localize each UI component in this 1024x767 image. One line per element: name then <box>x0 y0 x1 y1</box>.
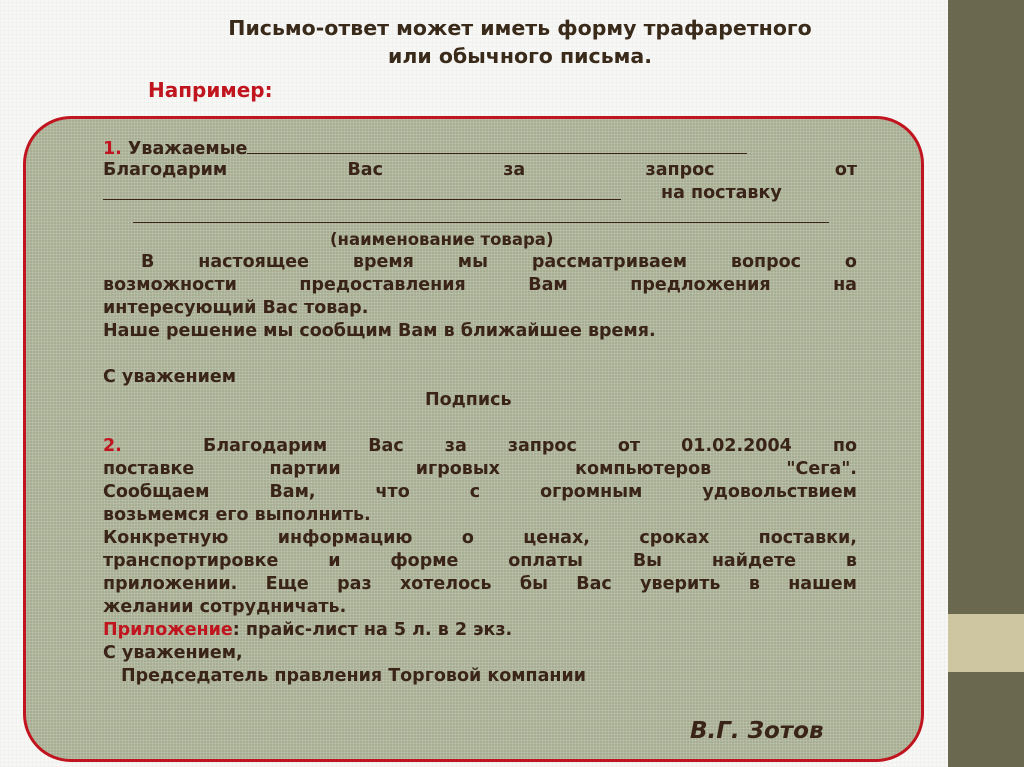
letter1-salutation: Уважаемые <box>127 139 248 159</box>
word: найдете <box>711 551 797 571</box>
letter2-appendix-label: Приложение <box>103 620 233 640</box>
word: Вы <box>632 551 662 571</box>
letter1-product-line <box>103 205 857 228</box>
word: от <box>834 160 857 180</box>
word: партии <box>269 459 341 479</box>
letter1-date-line <box>103 182 857 205</box>
letter2-signature: В.Г. Зотов <box>690 718 824 744</box>
word: запрос <box>645 160 715 180</box>
letter2-appendix-text: : прайс-лист на 5 л. в 2 экз. <box>232 620 513 640</box>
word: предоставления <box>299 275 466 295</box>
word: Благодарим <box>203 436 328 456</box>
word: что <box>375 482 410 502</box>
letter1-salutation-line <box>103 136 857 159</box>
letter-examples-content <box>103 136 857 688</box>
blank-product-line <box>133 205 829 223</box>
word: раз <box>337 574 372 594</box>
right-decor-bar-accent <box>948 614 1024 672</box>
word: В <box>141 252 155 272</box>
word: о <box>461 528 474 548</box>
word: настоящее <box>198 252 309 272</box>
word: огромным <box>540 482 643 502</box>
letter1-thanks-line <box>103 159 857 182</box>
spacer <box>103 412 857 435</box>
word: Конкретную <box>103 528 229 548</box>
word: время <box>352 252 414 272</box>
letter2-line-7 <box>103 573 857 596</box>
word: вопрос <box>730 252 802 272</box>
word: форме <box>390 551 459 571</box>
letter1-product-hint: (наименование товара) <box>330 230 554 249</box>
word: по <box>832 436 857 456</box>
letter2-appendix-line <box>103 619 857 642</box>
word: с <box>469 482 481 502</box>
word: Вас <box>576 574 612 594</box>
word: Благодарим <box>103 160 228 180</box>
word: Вас <box>368 436 404 456</box>
word: Вам <box>528 275 568 295</box>
letter1-body-line-1 <box>103 251 857 274</box>
word: поставки, <box>758 528 857 548</box>
word: в <box>845 551 857 571</box>
word: рассматриваем <box>531 252 688 272</box>
letter2-position: Председатель правления Торговой компании <box>121 666 587 686</box>
word: хотелось <box>399 574 492 594</box>
word: информацию <box>277 528 413 548</box>
letter2-line-1 <box>103 435 857 458</box>
word: возможности <box>103 275 237 295</box>
letter2-line-6 <box>103 550 857 573</box>
word: 01.02.2004 <box>681 436 792 456</box>
word: Вам, <box>269 482 316 502</box>
word: удовольствием <box>702 482 857 502</box>
blank-addressee-line <box>247 136 747 154</box>
letter1-decision: Наше решение мы сообщим Вам в ближайшее время. <box>103 321 656 341</box>
word: мы <box>457 252 488 272</box>
word: и <box>328 551 341 571</box>
word: Еще <box>265 574 309 594</box>
letter2-line-2 <box>103 458 857 481</box>
word: бы <box>519 574 548 594</box>
word: приложении. <box>103 574 238 594</box>
letter1-body-line-2 <box>103 274 857 297</box>
letter2-line-3 <box>103 481 857 504</box>
letter2-line-8: желании сотрудничать. <box>103 597 347 617</box>
slide-title-line-1: Письмо-ответ может иметь форму трафаретного <box>228 16 812 40</box>
letter2-line-1-text <box>203 435 857 458</box>
word: в <box>748 574 760 594</box>
word: Сообщаем <box>103 482 210 502</box>
word: компьютеров <box>575 459 712 479</box>
letter2-closing: С уважением, <box>103 643 243 663</box>
letter2-number: 2. <box>103 436 122 456</box>
word: игровых <box>415 459 500 479</box>
letter2-line-4: возьмемся его выполнить. <box>103 505 371 525</box>
word: нашем <box>788 574 857 594</box>
word: оплаты <box>508 551 583 571</box>
spacer <box>103 343 857 366</box>
word: за <box>444 436 467 456</box>
word: "Сега". <box>786 459 857 479</box>
letter1-body-line-3: интересующий Вас товар. <box>103 298 369 318</box>
slide-title <box>120 14 920 70</box>
word: уверить <box>640 574 721 594</box>
example-label: Например: <box>148 78 273 102</box>
letter1-closing: С уважением <box>103 367 237 387</box>
word: Вас <box>347 160 383 180</box>
letter1-number: 1. <box>103 139 122 159</box>
letter2-line-5 <box>103 527 857 550</box>
letter1-delivery-label: на поставку <box>661 183 782 203</box>
word: на <box>833 275 857 295</box>
blank-date-line <box>103 182 621 200</box>
letter1-signature-label: Подпись <box>425 390 512 410</box>
word: сроках <box>639 528 710 548</box>
word: предложения <box>630 275 771 295</box>
word: от <box>617 436 641 456</box>
slide-title-line-2: или обычного письма. <box>387 44 653 68</box>
word: поставке <box>103 459 195 479</box>
word: транспортировке <box>103 551 279 571</box>
word: о <box>844 252 857 272</box>
word: ценах, <box>523 528 590 548</box>
word: за <box>503 160 526 180</box>
word: запрос <box>507 436 577 456</box>
